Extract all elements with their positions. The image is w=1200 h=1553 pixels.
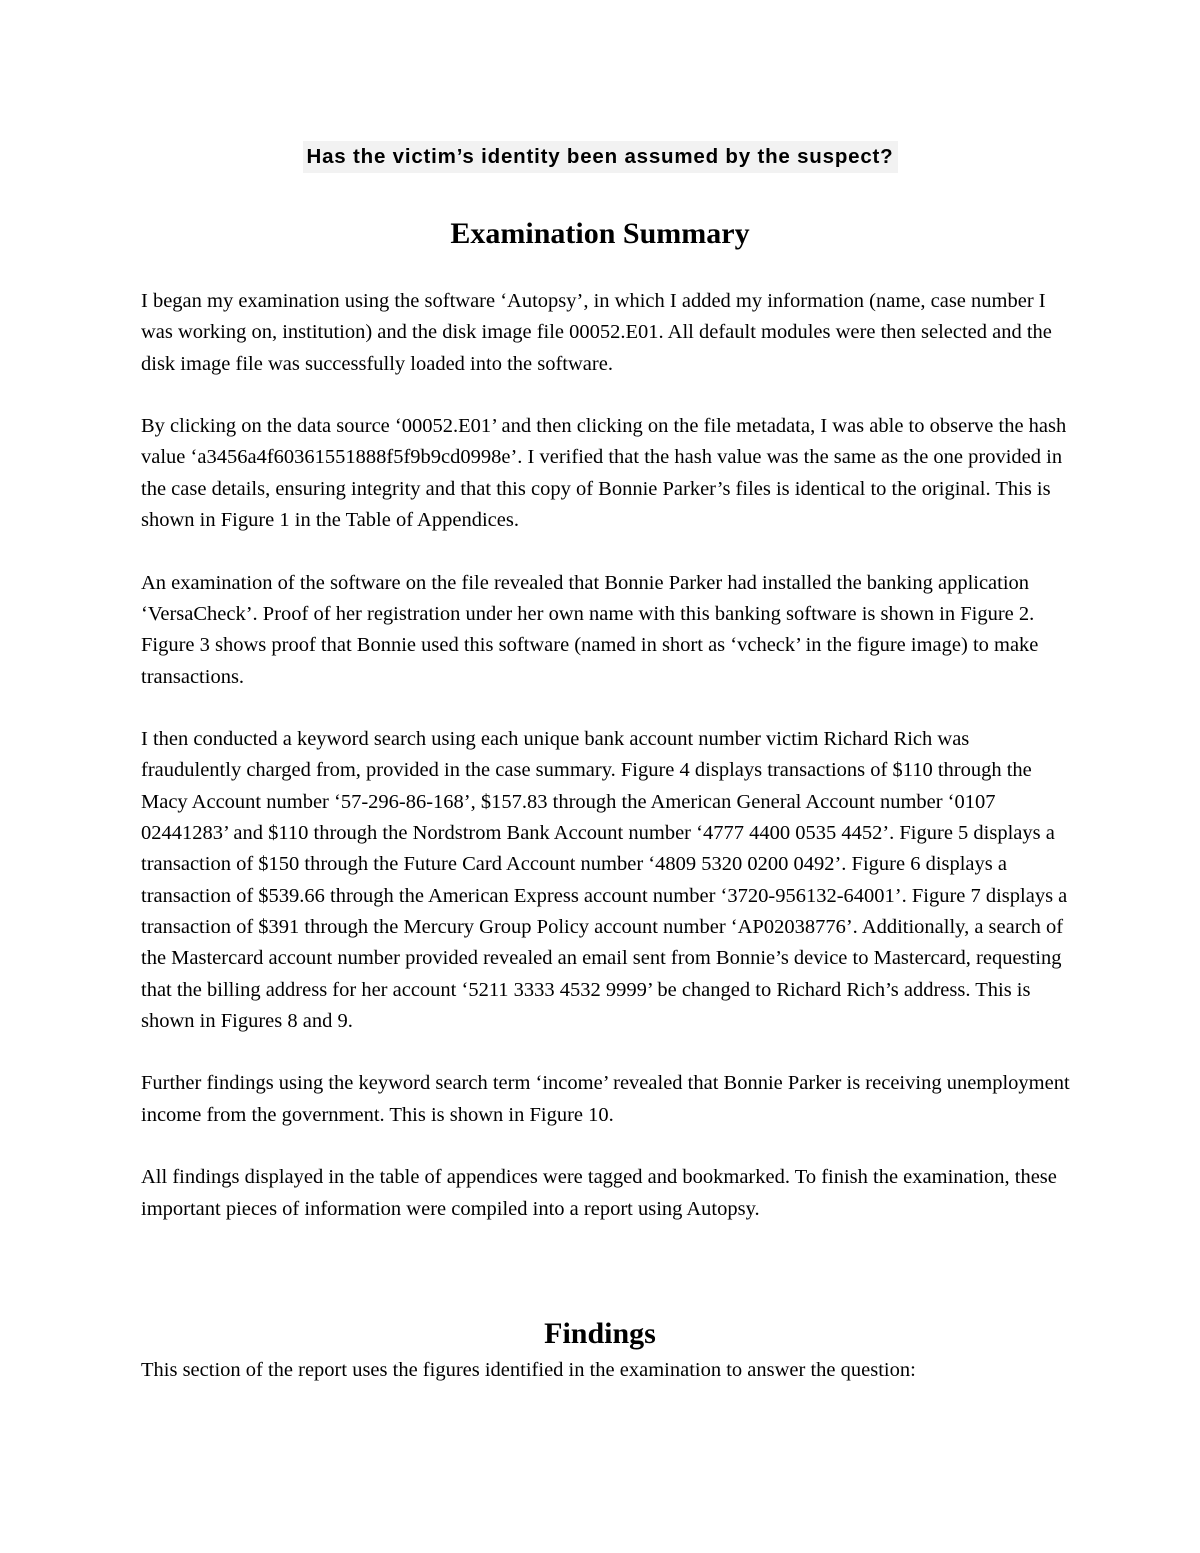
findings-intro: This section of the report uses the figures identified in the examination to answer the question:: [141, 1359, 916, 1381]
paragraph-keyword-search: I then conducted a keyword search using each unique bank account number victim Richard Rich was fraudulently charged from, provided in the case summary. Figure 4 displays transactions of $110 through the Macy Account number ‘57-296-86-168’, $157.83 through the American General Account number ‘0107 02441283’ and $110 through the Nordstrom Bank Account number ‘4777 4400 0535 4452’. Figure 5 displays a transaction of $150 through the Future Card Account number ‘4809 5320 0200 0492’. Figure 6 displays a transaction of $539.66 through the American Express account number ‘3720-956132-64001’. Figure 7 displays a transaction of $391 through the Mercury Group Policy account number ‘AP02038776’. Additionally, a search of the Mastercard account number provided revealed an email sent from Bonnie’s device to Mastercard, requesting that the billing address for her account ‘5211 3333 4532 9999’ be changed to Richard Rich’s address. This is shown in Figures 8 and 9.: [141, 728, 1068, 1032]
examination-summary-heading: Examination Summary: [450, 217, 750, 250]
paragraph-bookmarks: All findings displayed in the table of appendices were tagged and bookmarked. To finish the examination, these important pieces of information were compiled into a report using Autopsy.: [141, 1166, 1057, 1220]
examination-summary-body: [141, 286, 1071, 1256]
report-question: Has the victim’s identity been assumed by the suspect?: [303, 141, 898, 173]
paragraph-income: Further findings using the keyword search term ‘income’ revealed that Bonnie Parker is receiving unemployment income from the government. This is shown in Figure 10.: [141, 1072, 1070, 1126]
question-banner: [0, 141, 1200, 173]
paragraph-autopsy-setup: I began my examination using the software ‘Autopsy’, in which I added my information (name, case number I was working on, institution) and the disk image file 00052.E01. All default modules were then selected and the disk image file was successfully loaded into the software.: [141, 290, 1052, 375]
findings-heading: Findings: [544, 1317, 656, 1350]
findings-body: [141, 1355, 1071, 1418]
paragraph-hash-verification: By clicking on the data source ‘00052.E01’ and then clicking on the file metadata, I was able to observe the hash value ‘a3456a4f60361551888f5f9b9cd0998e’. I verified that the hash value was the same as the one provided in the case details, ensuring integrity and that this copy of Bonnie Parker’s files is identical to the original. This is shown in Figure 1 in the Table of Appendices.: [141, 415, 1067, 532]
paragraph-versacheck: An examination of the software on the file revealed that Bonnie Parker had installed the banking application ‘VersaCheck’. Proof of her registration under her own name with this banking software is shown in Figure 2. Figure 3 shows proof that Bonnie used this software (named in short as ‘vcheck’ in the figure image) to make transactions.: [141, 571, 1039, 688]
